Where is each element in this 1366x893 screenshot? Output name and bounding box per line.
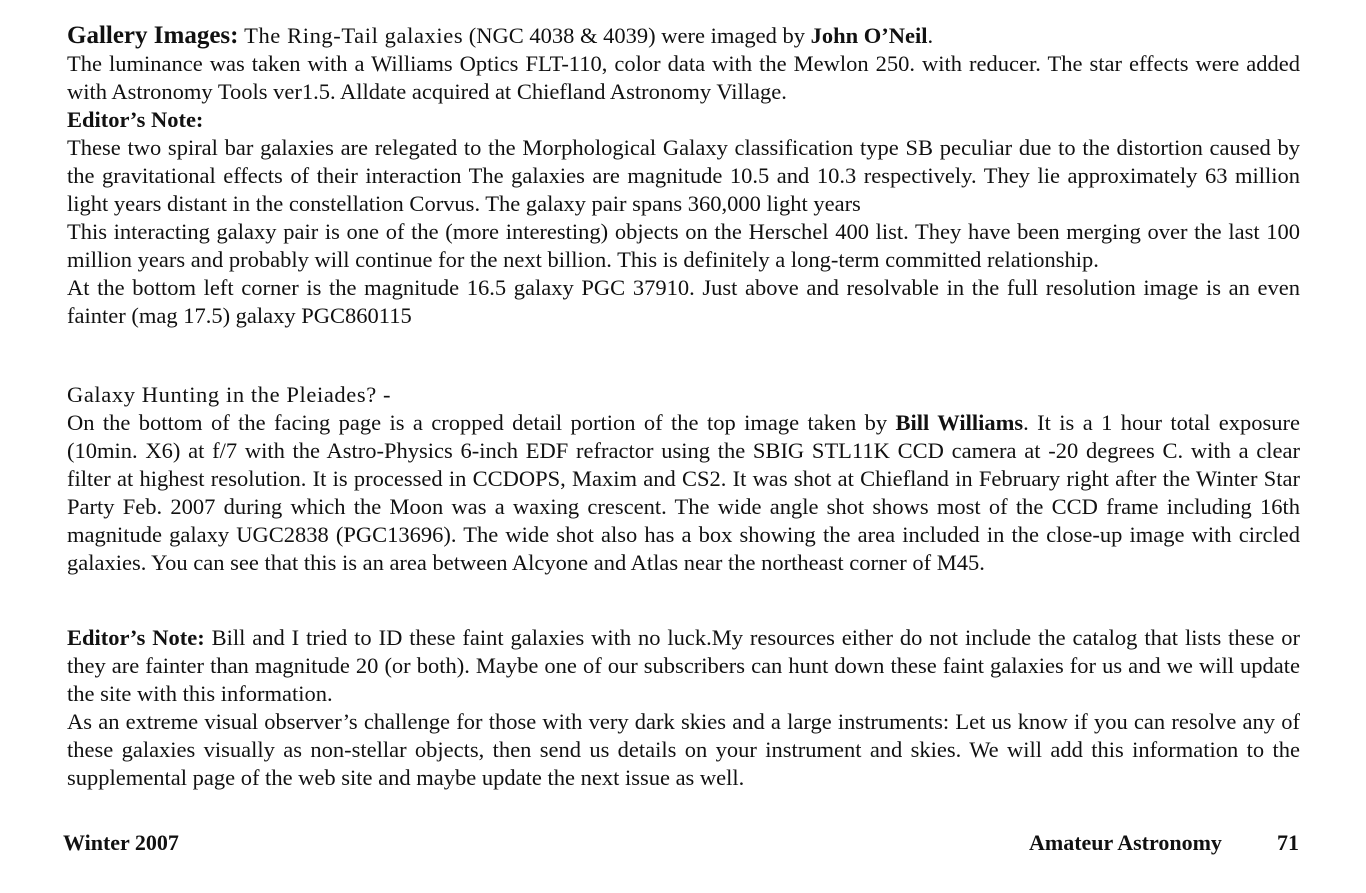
gallery-pgc: At the bottom left corner is the magnitude 16.5 galaxy PGC 37910. Just above and resolvable in the full resolution image is an even fainter (mag 17.5) galaxy PGC860115 — [67, 275, 1300, 328]
editor-p1 — [67, 624, 1300, 708]
editor-p2: As an extreme visual observer’s challenge for those with very dark skies and a large instruments: Let us know if you can resolve any of these galaxies visually as non-stellar objects, then send us details on your instrument and skies. We will add this information to the supplemental page of the web site and maybe update the next issue as well. — [67, 709, 1300, 790]
gallery-subtitle: The Ring-Tail galaxies — [244, 23, 464, 48]
gallery-classification: These two spiral bar galaxies are relegated to the Morphological Galaxy classification type SB peculiar due to the distortion caused by the gravitational effects of their interaction The galaxies are magnitude 10.5 and 10.3 respectively. They lie approximately 63 million light years distant in the constellation Corvus. The galaxy pair spans 360,000 light years — [67, 135, 1300, 216]
gallery-merging: This interacting galaxy pair is one of the (more interesting) objects on the Herschel 400 list. They have been merging over the last 100 million years and probably will continue for the next billion. This is definitely a long-term committed relationship. — [67, 219, 1300, 272]
gallery-end: . — [927, 23, 934, 48]
pleiades-author: Bill Williams — [895, 410, 1024, 435]
pleiades-post: . It is a 1 hour total exposure (10min. X6) at f/7 with the Astro-Physics 6-inch EDF refractor using the SBIG STL11K CCD camera at -20 degrees C. with a clear filter at highest resolution. It is processed in CCDOPS, Maxim and CS2. It was shot at Chiefland in February right after the Winter Star Party Feb. 2007 during which the Moon was a waxing crescent. The wide angle shot shows most of the CCD frame including 16th magnitude galaxy UGC2838 (PGC13696). The wide shot also has a box showing the area included in the close-up image with circled galaxies. You can see that this is an area between Alcyone and Atlas near the northeast corner of M45. — [67, 410, 1300, 575]
footer-magazine: Amateur Astronomy — [1029, 830, 1222, 855]
gallery-section — [67, 22, 1300, 330]
gallery-equipment: The luminance was taken with a Williams Optics FLT-110, color data with the Mewlon 250. with reducer. The star effects were added with Astronomy Tools ver1.5. Alldate acquired at Chiefland Astronomy Village. — [67, 51, 1300, 104]
gallery-catalog: (NGC 4038 & 4039) were imaged by — [463, 23, 811, 48]
editor-label: Editor’s Note: — [67, 625, 205, 650]
gallery-intro — [67, 22, 1300, 50]
gallery-lead: Gallery Images: — [67, 22, 239, 49]
pleiades-pre: On the bottom of the facing page is a cropped detail portion of the top image taken by — [67, 410, 896, 435]
editor-note-label: Editor’s Note: — [67, 107, 204, 132]
page-number: 71 — [1277, 830, 1299, 855]
pleiades-heading: Galaxy Hunting in the Pleiades? - — [67, 382, 392, 407]
pleiades-body — [67, 409, 1300, 577]
gallery-author: John O’Neil — [810, 23, 928, 48]
pleiades-section — [67, 381, 1300, 577]
editor-p1-text: Bill and I tried to ID these faint galaxies with no luck.My resources either do not include the catalog that lists these or they are fainter than magnitude 20 (or both). Maybe one of our subscribers can hunt down these faint galaxies for us and we will update the site with this information. — [67, 625, 1300, 706]
editor-section — [67, 624, 1300, 792]
footer-season: Winter 2007 — [63, 830, 179, 855]
